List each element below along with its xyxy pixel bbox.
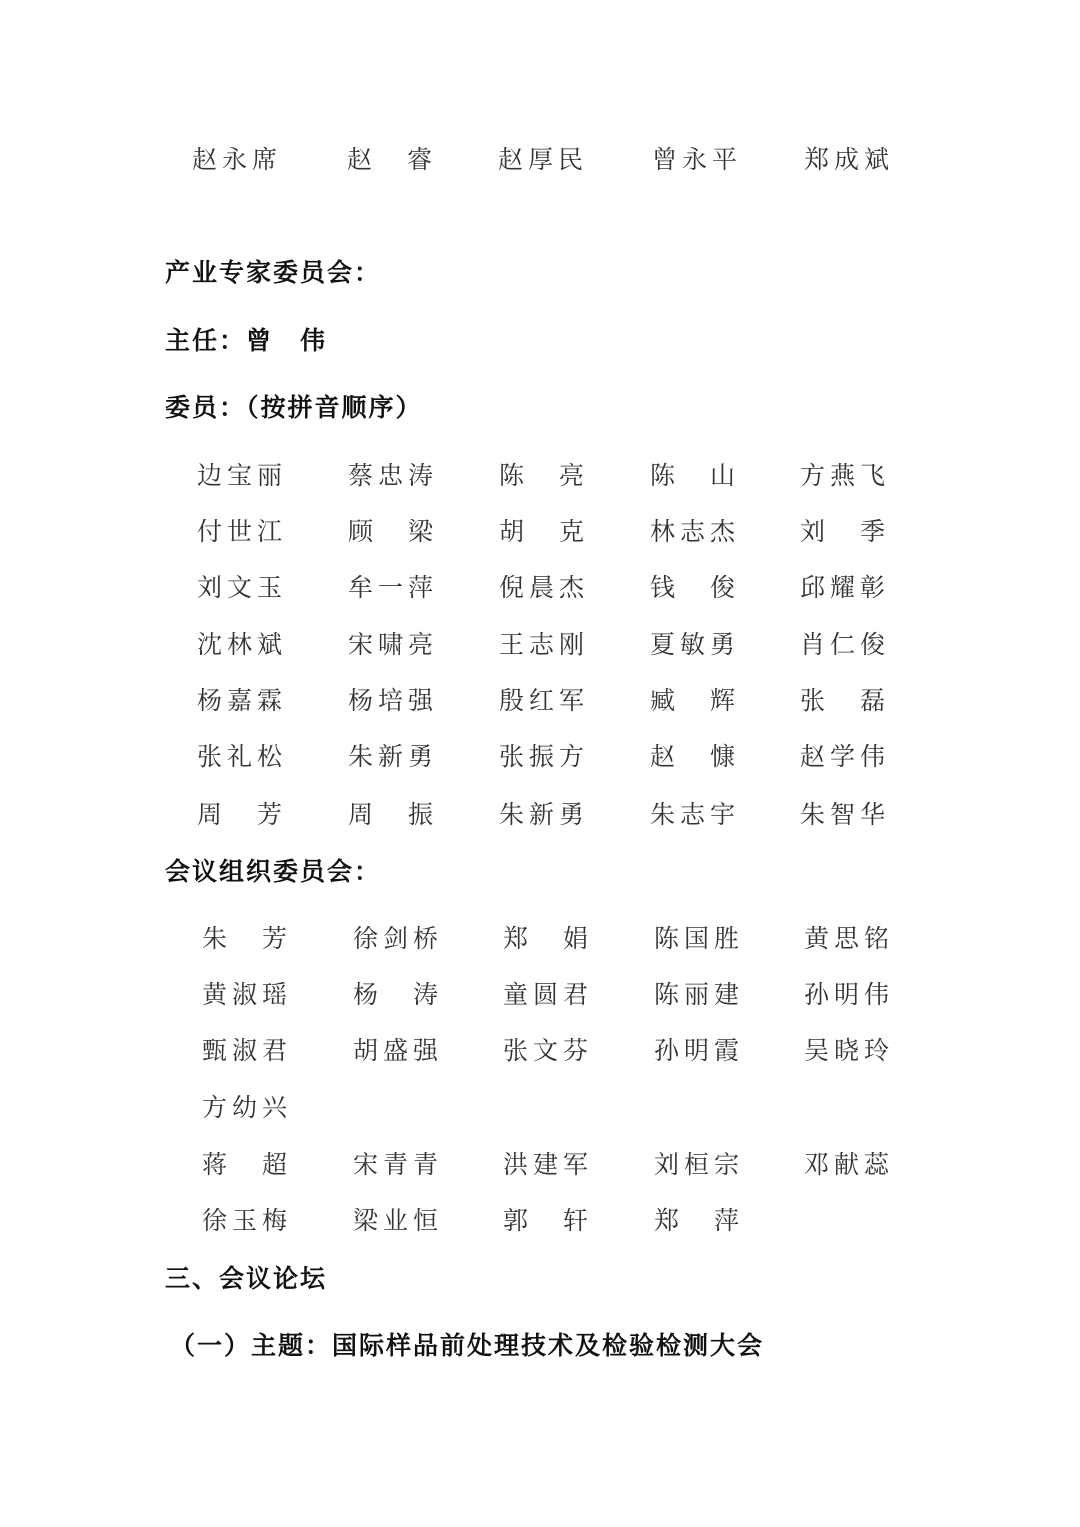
member-name: 顾 梁 bbox=[348, 517, 439, 546]
member-name: 杨培强 bbox=[348, 686, 439, 715]
member-name: 林志杰 bbox=[650, 517, 741, 546]
member-name: 胡 克 bbox=[499, 517, 590, 546]
member-name: 蔡忠涛 bbox=[348, 461, 439, 490]
member-name: 陈丽建 bbox=[654, 980, 745, 1009]
member-name: 杨 涛 bbox=[353, 980, 444, 1009]
member-name: 夏敏勇 bbox=[650, 630, 741, 659]
organizing-committee-heading: 会议组织委员会： bbox=[165, 857, 382, 886]
member-name: 张 磊 bbox=[800, 686, 891, 715]
name-cell: 赵永席 bbox=[192, 145, 283, 174]
member-name: 张振方 bbox=[499, 742, 590, 771]
member-name: 朱新勇 bbox=[348, 742, 439, 771]
name-cell: 郑成斌 bbox=[804, 145, 895, 174]
industry-committee-heading: 产业专家委员会： bbox=[165, 258, 382, 287]
member-name: 邱耀彰 bbox=[800, 573, 891, 602]
member-name: 王志刚 bbox=[499, 630, 590, 659]
name-cell: 赵厚民 bbox=[498, 145, 589, 174]
member-name: 倪晨杰 bbox=[499, 573, 590, 602]
member-name: 郭 轩 bbox=[503, 1206, 594, 1235]
member-name: 童圆君 bbox=[503, 980, 594, 1009]
member-name: 孙明伟 bbox=[804, 980, 895, 1009]
member-name: 赵 慷 bbox=[650, 742, 741, 771]
member-name: 陈 山 bbox=[650, 461, 741, 490]
section-three-heading: 三、会议论坛 bbox=[165, 1264, 328, 1293]
member-name: 朱 芳 bbox=[202, 924, 293, 953]
member-name: 臧 辉 bbox=[650, 686, 741, 715]
member-name: 钱 俊 bbox=[650, 573, 741, 602]
member-name: 宋啸亮 bbox=[348, 630, 439, 659]
member-name: 沈林斌 bbox=[197, 630, 288, 659]
member-name: 朱志宇 bbox=[650, 800, 741, 829]
member-name: 黄淑瑶 bbox=[202, 980, 293, 1009]
member-name: 吴晓玲 bbox=[804, 1036, 895, 1065]
member-name: 陈国胜 bbox=[654, 924, 745, 953]
member-name: 周 芳 bbox=[197, 800, 288, 829]
member-name: 牟一萍 bbox=[348, 573, 439, 602]
member-name: 邓献蕊 bbox=[804, 1150, 895, 1179]
member-name: 胡盛强 bbox=[353, 1036, 444, 1065]
name-cell: 曾永平 bbox=[652, 145, 743, 174]
member-name: 朱智华 bbox=[800, 800, 891, 829]
member-name: 刘 季 bbox=[800, 517, 891, 546]
industry-committee-director: 主任：曾 伟 bbox=[165, 326, 328, 355]
member-name: 梁业恒 bbox=[353, 1206, 444, 1235]
member-name: 陈 亮 bbox=[499, 461, 590, 490]
member-name: 甄淑君 bbox=[202, 1036, 293, 1065]
member-name: 宋青青 bbox=[353, 1150, 444, 1179]
name-cell: 赵 睿 bbox=[347, 145, 438, 174]
industry-members-heading: 委员：（按拼音顺序） bbox=[165, 393, 423, 422]
member-name: 张文芬 bbox=[503, 1036, 594, 1065]
member-name: 赵学伟 bbox=[800, 742, 891, 771]
forum-theme-heading: （一）主题：国际样品前处理技术及检验检测大会 bbox=[170, 1331, 765, 1360]
member-name: 方幼兴 bbox=[202, 1093, 293, 1122]
member-name: 边宝丽 bbox=[197, 461, 288, 490]
member-name: 孙明霞 bbox=[654, 1036, 745, 1065]
member-name: 朱新勇 bbox=[499, 800, 590, 829]
member-name: 郑 萍 bbox=[654, 1206, 745, 1235]
member-name: 蒋 超 bbox=[202, 1150, 293, 1179]
member-name: 郑 娟 bbox=[503, 924, 594, 953]
member-name: 刘文玉 bbox=[197, 573, 288, 602]
member-name: 付世江 bbox=[197, 517, 288, 546]
member-name: 杨嘉霖 bbox=[197, 686, 288, 715]
member-name: 徐玉梅 bbox=[202, 1206, 293, 1235]
member-name: 徐剑桥 bbox=[353, 924, 444, 953]
member-name: 殷红军 bbox=[499, 686, 590, 715]
member-name: 洪建军 bbox=[503, 1150, 594, 1179]
member-name: 周 振 bbox=[348, 800, 439, 829]
member-name: 刘桓宗 bbox=[654, 1150, 745, 1179]
member-name: 黄思铭 bbox=[804, 924, 895, 953]
member-name: 方燕飞 bbox=[800, 461, 891, 490]
member-name: 张礼松 bbox=[197, 742, 288, 771]
member-name: 肖仁俊 bbox=[800, 630, 891, 659]
